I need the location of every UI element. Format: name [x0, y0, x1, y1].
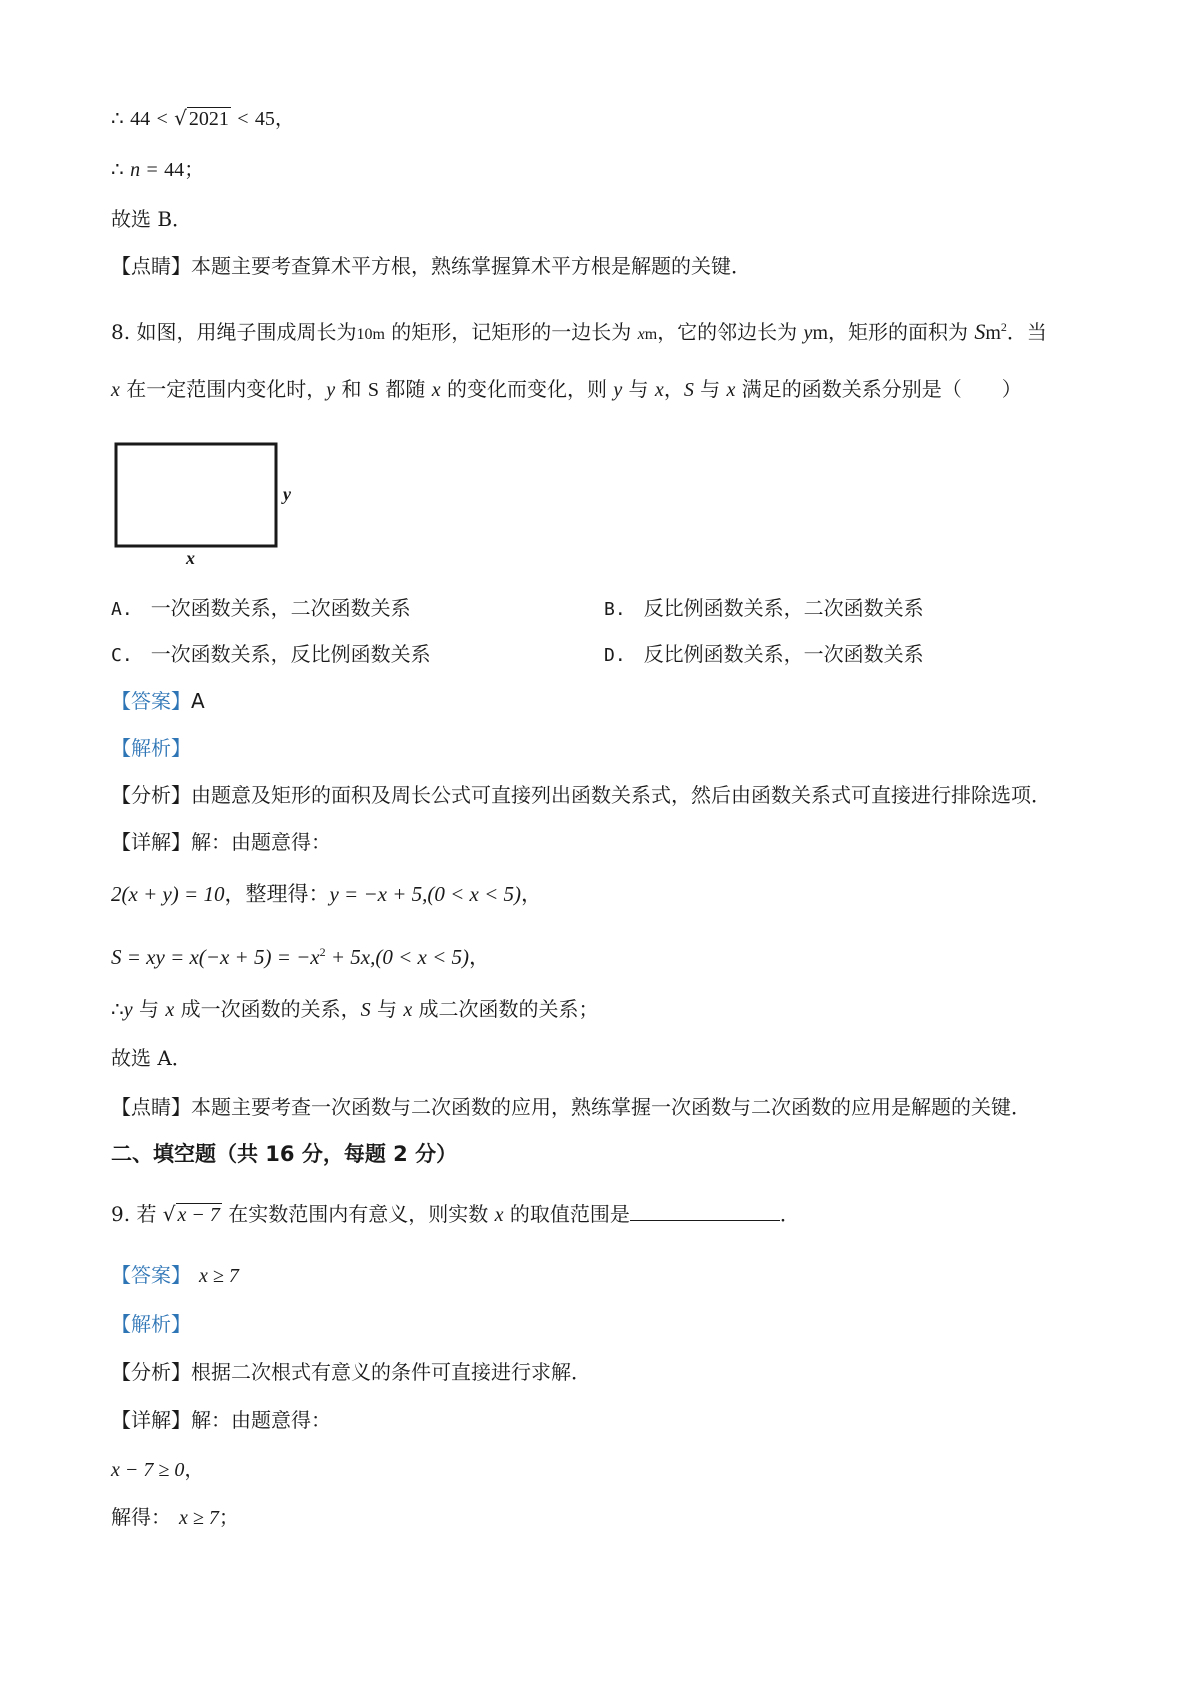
option-d [604, 640, 924, 670]
q8-text: 成二次函数的关系； [412, 997, 599, 1021]
math-expression: x ≥ 7 [179, 1507, 219, 1529]
radicand: x − 7 [177, 1204, 220, 1226]
q8-text: 成一次函数的关系， [174, 997, 361, 1021]
math-number: 45 [254, 108, 275, 130]
option-text: 一次函数关系，二次函数关系 [150, 596, 411, 620]
q8-analysis-label: 【解析】 [111, 736, 191, 760]
math-variable: x [654, 379, 664, 401]
q9-text: 在实数范围内有意义，则实数 [221, 1202, 495, 1226]
q8-text: ，它的邻边长为 [657, 320, 804, 344]
option-key: D. [604, 645, 626, 666]
punctuation: ； [184, 157, 205, 181]
q8-text: 与 [693, 377, 727, 401]
q9-text: 9. 若 [111, 1202, 163, 1226]
therefore-symbol: ∴ [111, 997, 124, 1021]
math-expression: y = −x + 5,(0 < x < 5) [329, 882, 522, 906]
therefore-symbol: ∴ [111, 106, 124, 130]
math-expression: + 5x,(0 < x < 5) [325, 945, 470, 969]
math-number: 44 [164, 159, 185, 181]
question-8-line-2 [111, 375, 1022, 404]
text-line-dianjing-q7: 【点睛】本题主要考查算术平方根，熟练掌握算术平方根是解题的关键． [111, 254, 751, 278]
q9-text: 的取值范围是 [503, 1202, 630, 1226]
option-key: A. [111, 599, 133, 620]
text-line-choose-b: 故选 B． [111, 207, 193, 231]
q8-conclusion [111, 995, 599, 1024]
q8-text: 和 [335, 377, 368, 401]
exponent: 2 [1000, 320, 1007, 334]
math-variable: S [367, 379, 379, 401]
math-variable: y [803, 322, 813, 344]
math-expression: x − 7 ≥ 0 [111, 1459, 185, 1481]
math-variable: S [974, 319, 986, 344]
q8-text: 的矩形，记矩形的一边长为 [384, 320, 638, 344]
punctuation: ， [469, 945, 491, 969]
math-variable: y [123, 999, 133, 1021]
q8-text: ，矩形的面积为 [828, 320, 975, 344]
q8-text: 8. 如图，用绳子围成周长为 [111, 320, 357, 344]
unit: m [644, 326, 658, 343]
math-variable: x [637, 326, 645, 343]
q9-text: 解得： [111, 1505, 171, 1529]
answer-blank[interactable] [630, 1200, 780, 1221]
q8-equation-1 [111, 880, 542, 908]
option-key: B. [604, 599, 626, 620]
q9-solution [111, 1503, 239, 1532]
unit: m [812, 322, 828, 344]
math-operator: = [146, 159, 158, 181]
punctuation: ， [274, 106, 295, 130]
q8-choose: 故选 A． [111, 1046, 192, 1070]
q8-text: 满足的函数关系分别是（ ） [735, 377, 1022, 401]
math-variable: n [130, 159, 141, 181]
question-8-line-1 [111, 313, 1047, 349]
math-variable: y [326, 379, 336, 401]
q8-text: ， [663, 377, 684, 401]
q8-text: 的变化而变化，则 [440, 377, 614, 401]
q8-fenxi: 【分析】由题意及矩形的面积及周长公式可直接列出函数关系式，然后由函数关系式可直接进行排除选项． [111, 783, 1051, 807]
q9-analysis-label: 【解析】 [111, 1312, 191, 1336]
therefore-symbol: ∴ [111, 157, 124, 181]
q8-text: ，整理得： [224, 882, 330, 906]
option-text: 反比例函数关系，一次函数关系 [643, 642, 924, 666]
exponent: 2 [319, 945, 326, 959]
q8-equation-2 [111, 938, 490, 971]
math-variable: x [165, 999, 175, 1021]
unit: m [985, 322, 1001, 344]
q8-detail: 【详解】解：由题意得： [111, 830, 331, 854]
question-9 [111, 1200, 800, 1229]
punctuation: ， [521, 882, 543, 906]
q8-text: 与 [622, 377, 655, 401]
radical-sign: √ [162, 1202, 176, 1226]
text-line-inequality [111, 104, 295, 133]
rectangle-figure [105, 436, 305, 566]
math-variable: S [683, 379, 694, 401]
q9-inequality [111, 1455, 204, 1484]
answer-value: x ≥ 7 [199, 1265, 239, 1287]
option-b [604, 594, 924, 624]
option-key: C. [111, 645, 133, 666]
q9-fenxi: 【分析】根据二次根式有意义的条件可直接进行求解． [111, 1360, 591, 1384]
q8-answer [111, 687, 205, 715]
q8-text: 与 [132, 997, 166, 1021]
q8-text: ．当 [1006, 320, 1047, 344]
text-line-n-value [111, 155, 204, 184]
math-variable: x [494, 1204, 504, 1226]
section-2-heading: 二、填空题（共 16 分，每题 2 分） [111, 1142, 458, 1166]
label-x: x [186, 548, 195, 566]
math-variable: x [431, 379, 441, 401]
math-variable: y [613, 379, 623, 401]
q8-text: 都随 [378, 377, 432, 401]
punctuation: ； [218, 1505, 239, 1529]
math-expression: 2(x + y) = 10 [111, 882, 225, 906]
label-y: y [283, 484, 291, 504]
q9-answer [111, 1261, 239, 1290]
perimeter-value: 10m [356, 326, 385, 343]
q9-text: ． [779, 1202, 800, 1226]
radical-sign: √ [174, 106, 187, 130]
math-variable: x [111, 379, 120, 401]
math-expression: S = xy = x(−x + 5) = −x [111, 945, 320, 969]
q8-dianjing: 【点睛】本题主要考查一次函数与二次函数的应用，熟练掌握一次函数与二次函数的应用是解题的关键． [111, 1095, 1031, 1119]
math-variable: x [726, 379, 736, 401]
option-a [111, 594, 411, 624]
answer-label: 【答案】 [111, 689, 191, 713]
math-operator: < [156, 108, 168, 130]
radicand: 2021 [188, 108, 229, 130]
option-text: 反比例函数关系，二次函数关系 [643, 596, 924, 620]
rectangle-shape [116, 444, 276, 546]
punctuation: ， [184, 1457, 205, 1481]
math-operator: < [237, 108, 249, 130]
option-c [111, 640, 431, 670]
q8-text: 与 [370, 997, 404, 1021]
q8-text: 在一定范围内变化时， [119, 377, 327, 401]
answer-label: 【答案】 [111, 1263, 191, 1287]
math-variable: S [360, 999, 371, 1021]
math-variable: x [403, 999, 413, 1021]
math-number: 44 [130, 108, 151, 130]
q9-detail: 【详解】解：由题意得： [111, 1408, 331, 1432]
answer-value: A [191, 689, 205, 713]
option-text: 一次函数关系，反比例函数关系 [150, 642, 431, 666]
